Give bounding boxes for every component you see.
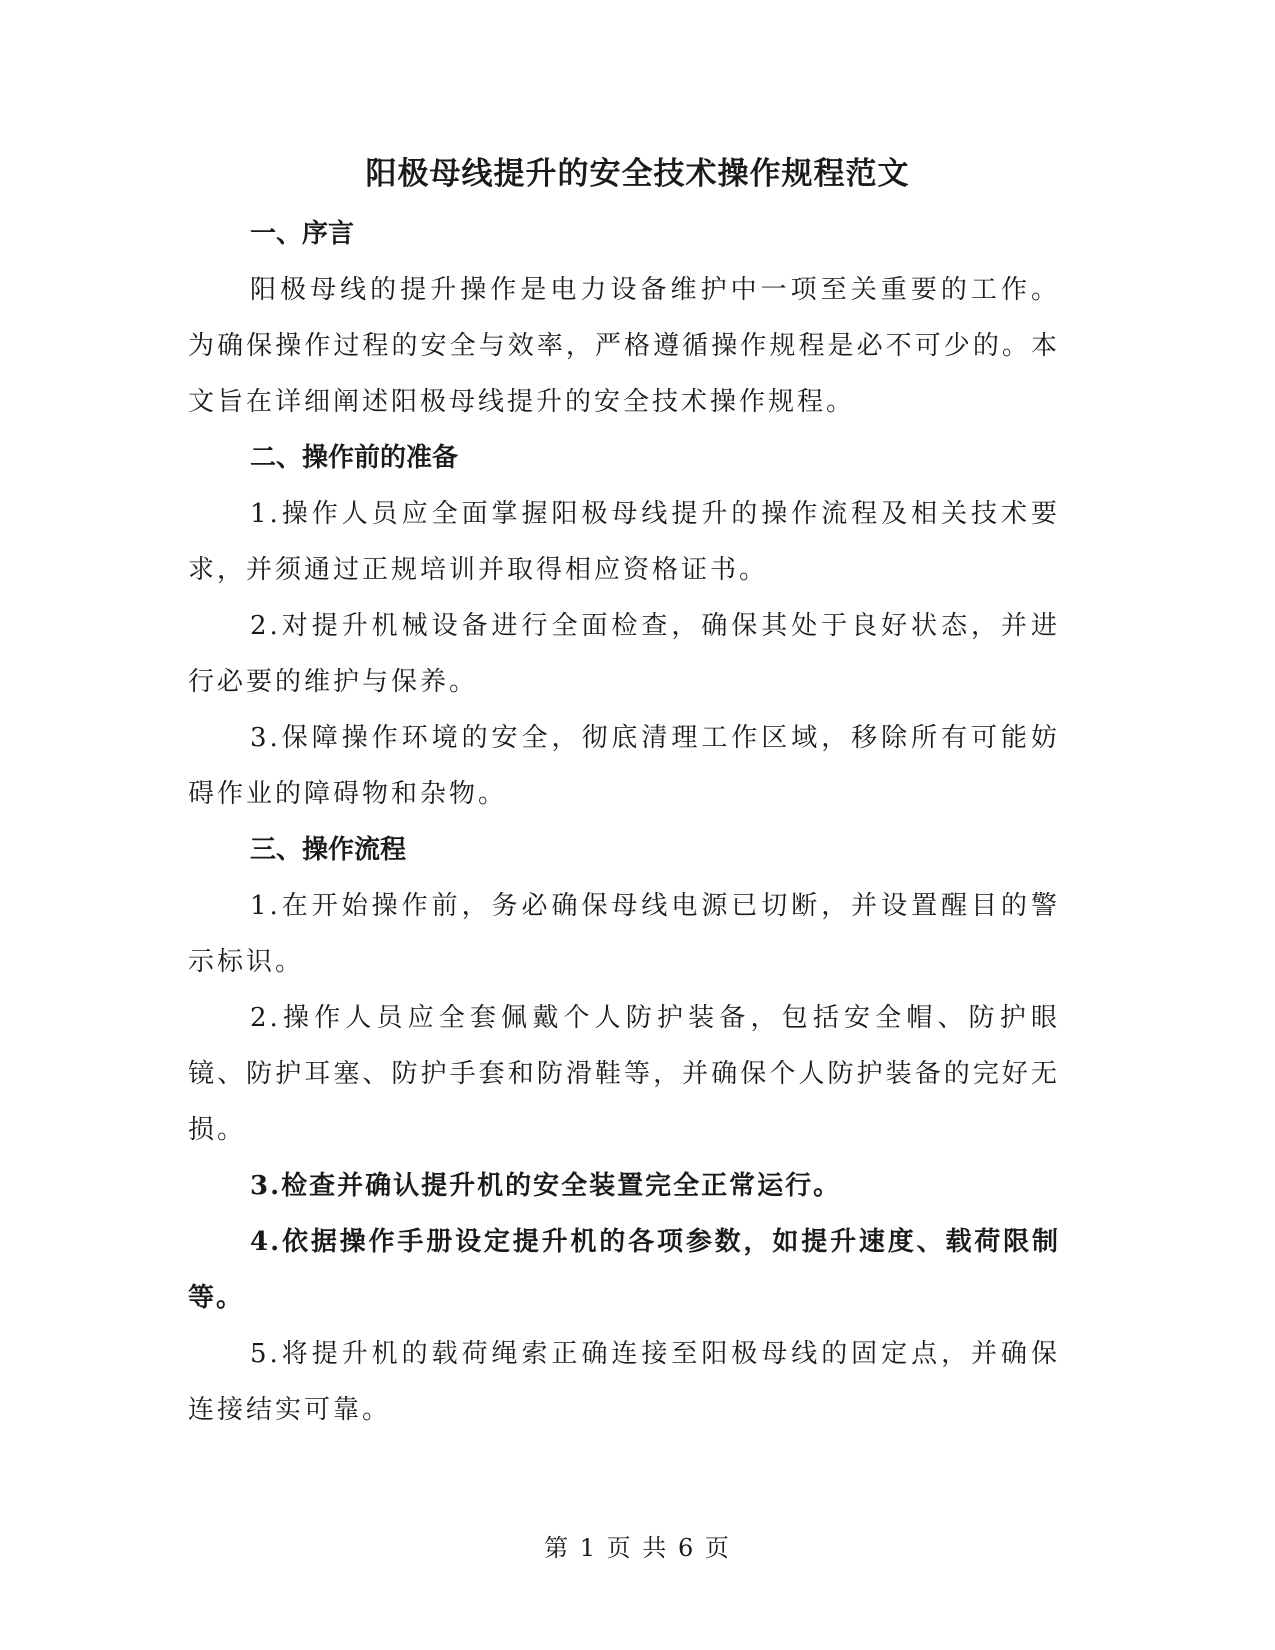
section-heading-preparation: 二、操作前的准备 xyxy=(250,443,459,473)
procedure-item-2: 2.操作人员应全套佩戴个人防护装备，包括安全帽、防护眼镜、防护耳塞、防护手套和防滑鞋等，并确保个人防护装备的完好无损。 xyxy=(188,1003,1060,1145)
procedure-item-4: 4.依据操作手册设定提升机的各项参数，如提升速度、载荷限制等。 xyxy=(188,1227,1060,1313)
preface-paragraph: 阳极母线的提升操作是电力设备维护中一项至关重要的工作。为确保操作过程的安全与效率，严格遵循操作规程是必不可少的。本文旨在详细阐述阳极母线提升的安全技术操作规程。 xyxy=(188,275,1060,417)
preparation-item-1: 1.操作人员应全面掌握阳极母线提升的操作流程及相关技术要求，并须通过正规培训并取得相应资格证书。 xyxy=(188,499,1060,585)
procedure-item-5: 5.将提升机的载荷绳索正确连接至阳极母线的固定点，并确保连接结实可靠。 xyxy=(188,1339,1060,1425)
preparation-item-3: 3.保障操作环境的安全，彻底清理工作区域，移除所有可能妨碍作业的障碍物和杂物。 xyxy=(188,723,1060,809)
document-body xyxy=(188,206,1060,1438)
section-heading-preface: 一、序言 xyxy=(250,219,355,249)
document-title: 阳极母线提升的安全技术操作规程范文 xyxy=(365,156,910,192)
section-heading-procedure: 三、操作流程 xyxy=(250,835,407,865)
page-footer: 第 1 页 共 6 页 xyxy=(544,1534,731,1562)
procedure-item-3: 3.检查并确认提升机的安全装置完全正常运行。 xyxy=(250,1171,842,1201)
preparation-item-2: 2.对提升机械设备进行全面检查，确保其处于良好状态，并进行必要的维护与保养。 xyxy=(188,611,1060,697)
procedure-item-1: 1.在开始操作前，务必确保母线电源已切断，并设置醒目的警示标识。 xyxy=(188,891,1060,977)
